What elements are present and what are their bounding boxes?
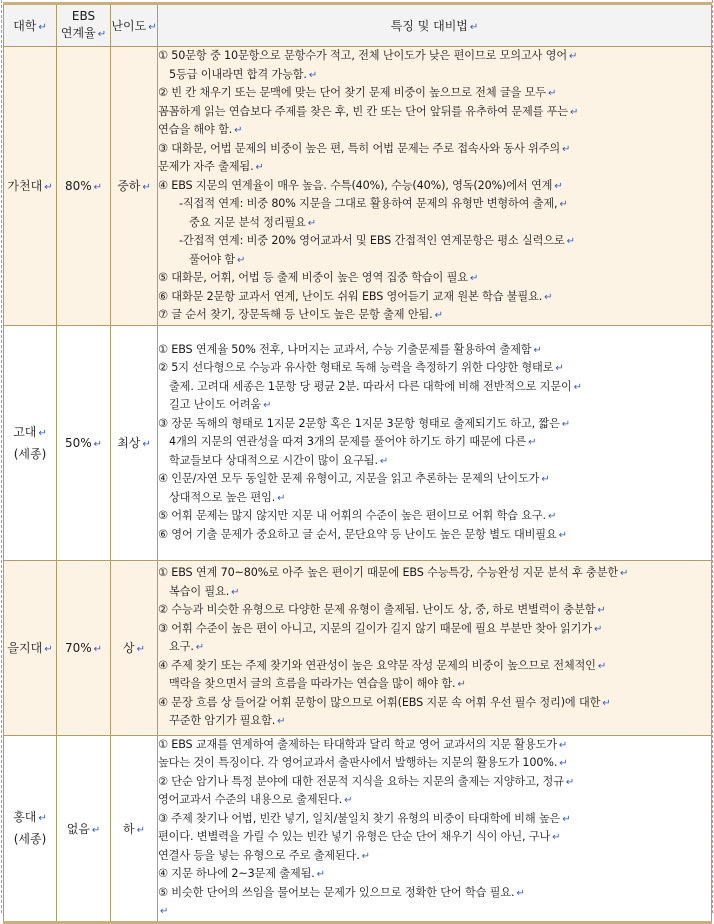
paragraph-mark: ↵ (547, 88, 557, 99)
feature-line: 영어교과서 수준의 내용으로 출제된다. (158, 793, 343, 806)
paragraph-mark: ↵ (255, 162, 264, 173)
paragraph-mark: ↵ (565, 776, 575, 788)
paragraph-mark: ↵ (620, 568, 629, 580)
ebs-rate-cell: 70% ↵ (57, 560, 111, 735)
ebs-rate-cell: 80% ↵ (57, 47, 111, 326)
paragraph-mark: ↵ (308, 69, 318, 81)
feature-line-wrap (158, 526, 711, 545)
feature-line: 연습을 해야 함. (158, 123, 233, 136)
feature-line: 상대적으로 높은 편임. (169, 490, 276, 504)
paragraph-mark: ↵ (559, 199, 568, 210)
feature-line-wrap (158, 433, 711, 452)
paragraph-mark: ↵ (597, 660, 607, 672)
feature-line: 꼼꼼하게 읽는 연습보다 주제를 찾은 후, 빈 칸 또는 단어 앞뒤를 유추하여 문제를 푸는 (158, 104, 569, 118)
paragraph-mark: ↵ (558, 739, 568, 751)
paragraph-mark: ↵ (558, 529, 567, 541)
feature-line: 높다는 것이 특징이다. 각 영어교과서 출판사에서 발행하는 지문의 활용도가 100%. (158, 756, 558, 769)
feature-line: ⑦ 글 순서 찾기, 장문독해 등 난이도 높은 문항 출제 안됨. (158, 308, 433, 321)
table-row (4, 560, 712, 735)
feature-line: ② 빈 칸 채우기 또는 문맥에 맞는 단어 찾기 문제 비중이 높으므로 전체 글을 모두 (158, 86, 546, 99)
paragraph-mark: ↵ (569, 51, 578, 62)
paragraph-mark: ↵ (237, 254, 246, 266)
paragraph-mark: ↵ (559, 758, 568, 769)
feature-line: ③ 어휘 수준이 높은 편이 아니고, 지문의 길이가 길지 않기 때문에 필요 부분만 찾아 읽기가 (158, 621, 592, 635)
feature-line: ③ 장문 독해의 형태로 1지문 2문항 혹은 1지문 3문항 형태로 출제되기도 하고, 짧은 (158, 416, 560, 430)
features-cell (158, 47, 712, 326)
paragraph-mark: ↵ (195, 642, 204, 654)
paragraph-mark: ↵ (277, 716, 286, 728)
header-university: 대학 ↵ (4, 4, 57, 47)
feature-line-wrap (158, 359, 711, 378)
feature-line: ④ 주제 찾기 또는 주제 찾기와 연관성이 높은 요약문 작성 문제의 비중이 높으므로 전체적인 (158, 658, 596, 672)
difficulty-cell: 상 ↵ (111, 560, 158, 735)
paragraph-mark: ↵ (554, 180, 563, 192)
feature-line-wrap (158, 341, 711, 360)
ebs-rate-cell: 없음 ↵ (57, 735, 111, 922)
paragraph-mark: ↵ (231, 586, 240, 598)
paragraph-mark: ↵ (570, 106, 579, 118)
paragraph-mark: ↵ (434, 310, 443, 321)
feature-line-wrap (158, 754, 711, 773)
feature-line-wrap (158, 269, 711, 288)
right-margin-guide (712, 0, 713, 913)
feature-line-wrap (158, 306, 711, 325)
paragraph-mark: ↵ (562, 143, 571, 155)
feature-line: ④ 인문/자연 모두 동일한 문제 유형이고, 지문을 읽고 추론하는 문제의 난이도가 (158, 472, 540, 486)
feature-line: ③ 대화문, 어법 문제의 비중이 높은 편, 특히 어법 문제는 주로 접속사와 동사 위주의 (158, 141, 561, 155)
feature-line-wrap (158, 884, 711, 903)
difficulty-cell: 하 ↵ (111, 735, 158, 922)
feature-line: 4개의 지문의 연관성을 따져 3개의 문제를 풀어야 하기도 하기 때문에 다른 (169, 435, 527, 449)
paragraph-mark: ↵ (593, 623, 603, 635)
paragraph-mark: ↵ (316, 869, 325, 880)
feature-line-wrap (158, 583, 711, 602)
feature-line-wrap (158, 902, 711, 921)
difficulty-cell: 최상 ↵ (111, 325, 158, 560)
feature-line-wrap (158, 470, 711, 489)
feature-line: 길고 난이도 어려움 (169, 398, 262, 412)
table-row (4, 735, 712, 922)
feature-line-wrap (158, 828, 711, 847)
table-row (4, 325, 712, 560)
feature-line: 요구. (169, 640, 194, 654)
feature-line: -간접적 연계: 비중 20% 영어교과서 및 EBS 간접적인 연계문항은 평소 실력으로 (179, 234, 565, 247)
feature-line-wrap (158, 791, 711, 810)
feature-line-wrap (158, 507, 711, 526)
feature-line: 풀어야 함 (189, 252, 236, 266)
feature-line-wrap (158, 232, 711, 251)
feature-line: ② 수능과 비슷한 유형으로 다양한 문제 유형이 출제됨. 난이도 상, 중, 하로 변별력이 충분함 (158, 603, 596, 617)
university-cell: 고대 ↵ (세종) (4, 325, 57, 560)
feature-line-wrap (158, 620, 711, 639)
feature-line: 출제. 고려대 세종은 1문항 당 평균 2분. 따라서 다른 대학에 비해 전반적으로 지문이 (169, 379, 572, 393)
feature-line: ④ EBS 지문의 연계율이 매우 높음. 수특(40%), 수능(40%), 영독(20%)에서 연계 (158, 178, 553, 192)
paragraph-mark: ↵ (541, 474, 550, 486)
feature-line-wrap (158, 489, 711, 508)
paragraph-mark: ↵ (516, 887, 525, 899)
feature-line-wrap (158, 415, 711, 434)
feature-line: 문제가 자주 출제됨. (158, 160, 254, 173)
left-margin-guide (1, 0, 2, 913)
paragraph-mark: ↵ (160, 906, 169, 917)
feature-line-wrap (158, 694, 711, 713)
paragraph-mark: ↵ (344, 795, 353, 806)
feature-line-wrap (158, 158, 711, 177)
feature-line: -직접적 연계: 비중 80% 지문을 그대로 활용하여 문제의 유형만 변형하여 출제, (179, 197, 558, 210)
ebs-rate-cell: 50% ↵ (57, 325, 111, 560)
feature-line-wrap (158, 736, 711, 755)
feature-line: ④ 지문 하나에 2~3문제 출제됨. (158, 867, 315, 880)
feature-line: 복습이 필요. (169, 584, 230, 598)
feature-line-wrap (158, 847, 711, 866)
feature-line: ⑤ 대화문, 어휘, 어법 등 출제 비중이 높은 영역 집중 학습이 필요 (158, 271, 468, 284)
university-comparison-table (3, 2, 712, 924)
feature-line-wrap (158, 657, 711, 676)
feature-line: 편이다. 변별력을 가릴 수 있는 빈칸 넣기 유형은 단순 단어 채우기 식이 아닌, 구나 (158, 830, 551, 843)
feature-line-wrap (158, 638, 711, 657)
paragraph-mark: ↵ (234, 125, 243, 136)
feature-line-wrap (158, 810, 711, 829)
paragraph-mark: ↵ (552, 832, 561, 843)
feature-line-wrap (158, 121, 711, 140)
paragraph-mark: ↵ (379, 455, 389, 467)
features-cell (158, 325, 712, 560)
feature-line: ⑤ 비슷한 단어의 쓰임을 물어보는 문제가 있으므로 정확한 단어 학습 필요. (158, 885, 515, 899)
paragraph-mark: ↵ (361, 850, 370, 862)
feature-line-wrap (158, 66, 711, 85)
feature-line: ② 5지 선다형으로 수능과 유사한 형태로 독해 능력을 측정하기 위한 다양한 형태로 (158, 361, 554, 375)
feature-line: ④ 문장 흐름 상 들어갈 어휘 문항이 많으므로 어휘(EBS 지문 속 어휘 우선 필수 정리)에 대한 (158, 695, 601, 709)
paragraph-mark: ↵ (573, 381, 582, 393)
paragraph-mark: ↵ (457, 679, 466, 691)
table-row (4, 47, 712, 326)
feature-line: ⑥ 영어 기출 문제가 중요하고 글 순서, 문단요약 등 난이도 높은 문항 별도 대비필요 (158, 527, 557, 541)
feature-line: 5등급 이내라면 합격 가능함. (169, 67, 307, 81)
feature-line-wrap (158, 177, 711, 196)
features-cell (158, 735, 712, 922)
paragraph-mark: ↵ (566, 236, 575, 247)
feature-line: 학교들보다 상대적으로 시간이 많이 요구됨. (169, 453, 378, 467)
feature-line: ③ 주제 찾기나 어법, 빈칸 넣기, 일치/불일치 찾기 유형의 비중이 타대학에 비해 높은 (158, 811, 561, 825)
feature-line-wrap (158, 47, 711, 66)
paragraph-mark: ↵ (555, 363, 564, 375)
feature-line: 중요 지문 분석 정리필요 (189, 215, 306, 229)
header-difficulty: 난이도 ↵ (111, 4, 158, 47)
paragraph-mark: ↵ (469, 273, 479, 284)
feature-line-wrap (158, 601, 711, 620)
feature-line: 맥락을 찾으면서 글의 흐름을 따라가는 연습을 많이 해야 함. (169, 677, 456, 691)
paragraph-mark: ↵ (597, 605, 606, 617)
feature-line: ① 50문항 중 10문항으로 문항수가 적고, 전체 난이도가 낮은 편이므로 모의고사 영어 (158, 49, 567, 62)
paragraph-mark: ↵ (562, 813, 571, 825)
paragraph-mark: ↵ (263, 400, 272, 412)
feature-line-wrap (158, 251, 711, 270)
feature-line-wrap (158, 140, 711, 159)
feature-line: 꾸준한 암기가 필요함. (169, 714, 276, 728)
paragraph-mark: ↵ (561, 418, 570, 430)
feature-line: 연결사 등을 넣는 유형으로 주로 출제된다. (158, 848, 360, 862)
feature-line-wrap (158, 452, 711, 471)
paragraph-mark: ↵ (544, 291, 553, 303)
paragraph-mark: ↵ (533, 344, 542, 356)
features-cell (158, 560, 712, 735)
header-features: 특징 및 대비법 ↵ (158, 4, 712, 47)
university-cell: 을지대 ↵ (4, 560, 57, 735)
paragraph-mark: ↵ (307, 217, 317, 229)
header-ebs-rate: EBS 연계율 ↵ (57, 4, 111, 47)
university-cell: 홍대 ↵ (세종) (4, 735, 57, 922)
difficulty-cell: 중하 ↵ (111, 47, 158, 326)
feature-line-wrap (158, 195, 711, 214)
paragraph-mark: ↵ (277, 492, 286, 504)
feature-line: ② 단순 암기나 특정 분야에 대한 전문적 지식을 요하는 지문의 출제는 지양하고, 정규 (158, 774, 564, 788)
feature-line: ① EBS 연계 70~80%로 아주 높은 편이기 때문에 EBS 수능특강, 수능완성 지문 분석 후 충분한 (158, 566, 619, 580)
feature-line: ① EBS 교재를 연계하여 출제하는 타대학과 달리 학교 영어 교과서의 지문 활용도가 (158, 737, 557, 751)
paragraph-mark: ↵ (528, 437, 537, 449)
feature-line: ① EBS 연계율 50% 전후, 나머지는 교과서, 수능 기출문제를 활용하여 출제함 (158, 342, 532, 356)
feature-line-wrap (158, 564, 711, 583)
feature-line: ⑥ 대화문 2문항 교과서 연계, 난이도 쉬워 EBS 영어듣기 교재 원본 학습 불필요. (158, 289, 543, 303)
feature-line-wrap (158, 378, 711, 397)
feature-line-wrap (158, 214, 711, 233)
feature-line-wrap (158, 396, 711, 415)
university-cell: 가천대 ↵ (4, 47, 57, 326)
feature-line-wrap (158, 675, 711, 694)
feature-line-wrap (158, 773, 711, 792)
paragraph-mark: ↵ (602, 697, 611, 709)
table-header-row (4, 4, 712, 47)
feature-line: ⑤ 어휘 문제는 많지 않지만 지문 내 어휘의 수준이 높은 편이므로 어휘 학습 요구. (158, 509, 546, 523)
feature-line-wrap (158, 103, 711, 122)
feature-line-wrap (158, 712, 711, 731)
paragraph-mark: ↵ (547, 511, 557, 523)
feature-line-wrap (158, 865, 711, 884)
feature-line-wrap (158, 288, 711, 307)
feature-line-wrap (158, 84, 711, 103)
